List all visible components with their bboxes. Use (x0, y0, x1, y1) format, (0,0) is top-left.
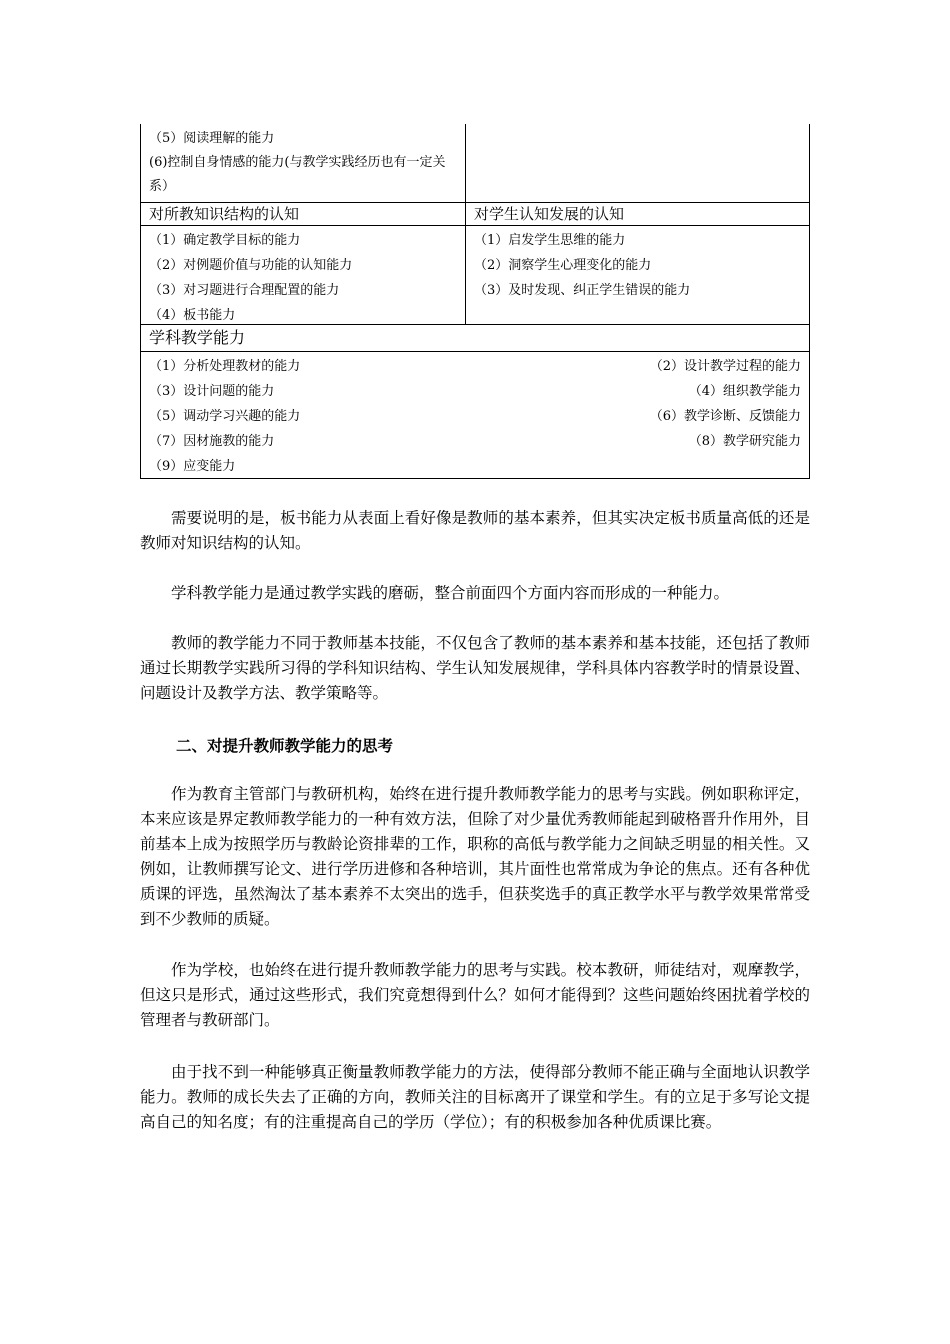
knowledge-header: 对所教知识结构的认知 (141, 203, 466, 225)
list-item (149, 454, 801, 479)
list-item: （3）及时发现、纠正学生错误的能力 (474, 283, 691, 298)
ability-table (140, 124, 810, 479)
paragraph-text: 作为学校，也始终在进行提升教师教学能力的思考与实践。校本教研，师徒结对，观摩教学，但这只是形式，通过这些形式，我们究竟想得到什么？如何才能得到？这些问题始终困扰着学校的管理者与教研部门。 (140, 961, 810, 1029)
table-cell (141, 124, 466, 202)
paragraph-4 (140, 782, 810, 932)
paragraph-text: 作为教育主管部门与教研机构，始终在进行提升教师教学能力的思考与实践。例如职称评定，本来应该是界定教师教学能力的一种有效方法，但除了对少量优秀教师能起到破格晋升作用外，目前基本上成为按照学历与教龄论资排辈的工作，职称的高低与教学能力之间缺乏明显的相关性。又例如，让教师撰写论文、进行学历进修和各种培训，其片面性也常常成为争论的焦点。还有各种优质课的评选，虽然淘汰了基本素养不太突出的选手，但获奖选手的真正教学水平与教学效果常常受到不少教师的质疑。 (140, 785, 810, 928)
paragraph-3 (140, 631, 810, 706)
table-cell (466, 124, 809, 202)
paragraph-1 (140, 506, 810, 556)
list-item: （2）对例题价值与功能的认知能力 (149, 258, 353, 273)
list-item (149, 354, 801, 379)
list-item-left: （7）因材施教的能力 (149, 434, 275, 449)
list-item (149, 404, 801, 429)
table-row (141, 351, 809, 478)
list-item-left: （5）调动学习兴趣的能力 (149, 409, 301, 424)
list-item: （3）对习题进行合理配置的能力 (149, 283, 340, 298)
list-item-left: （9）应变能力 (149, 459, 236, 474)
list-item-left: （3）设计问题的能力 (149, 384, 275, 399)
list-item (149, 429, 801, 454)
paragraph-text: 教师的教学能力不同于教师基本技能，不仅包含了教师的基本素养和基本技能，还包括了教师通过长期教学实践所习得的学科知识结构、学生认知发展规律，学科具体内容教学时的情景设置、问题设计及教学方法、教学策略等。 (140, 634, 810, 702)
subject-list (141, 352, 809, 478)
knowledge-list (141, 226, 466, 324)
list-item: （2）洞察学生心理变化的能力 (474, 258, 652, 273)
list-item: （1）启发学生思维的能力 (474, 233, 626, 248)
paragraph-6 (140, 1060, 810, 1135)
list-item (149, 379, 801, 404)
list-item: （4）板书能力 (149, 308, 236, 323)
paragraph-text: 需要说明的是，板书能力从表面上看好像是教师的基本素养，但其实决定板书质量高低的还是教师对知识结构的认知。 (140, 509, 810, 552)
list-item: （1）确定教学目标的能力 (149, 233, 301, 248)
list-item-right: （4）组织教学能力 (688, 384, 801, 399)
paragraph-5 (140, 958, 810, 1033)
paragraph-text: 学科教学能力是通过教学实践的磨砺，整合前面四个方面内容而形成的一种能力。 (171, 584, 730, 602)
student-header: 对学生认知发展的认知 (474, 205, 625, 223)
table-row (141, 324, 809, 351)
table-row (141, 124, 809, 202)
list-item-right: （8）教学研究能力 (688, 434, 801, 449)
list-item-right: （6）教学诊断、反馈能力 (649, 409, 801, 424)
table-row (141, 225, 809, 324)
list-item: （5）阅读理解的能力 (149, 131, 275, 146)
list-item-left: （1）分析处理教材的能力 (149, 359, 301, 374)
table-row (141, 202, 809, 225)
list-item-right: （2）设计教学过程的能力 (649, 359, 801, 374)
paragraph-2 (140, 581, 810, 606)
section-heading: 二、对提升教师教学能力的思考 (176, 737, 394, 755)
student-list (466, 226, 809, 324)
subject-header: 学科教学能力 (149, 328, 246, 347)
list-item: (6)控制自身情感的能力(与教学实践经历也有一定关系） (149, 155, 446, 194)
paragraph-text: 由于找不到一种能够真正衡量教师教学能力的方法，使得部分教师不能正确与全面地认识教学能力。教师的成长失去了正确的方向，教师关注的目标离开了课堂和学生。有的立足于多写论文提高自己的知名度；有的注重提高自己的学历（学位）；有的积极参加各种优质课比赛。 (140, 1063, 810, 1131)
